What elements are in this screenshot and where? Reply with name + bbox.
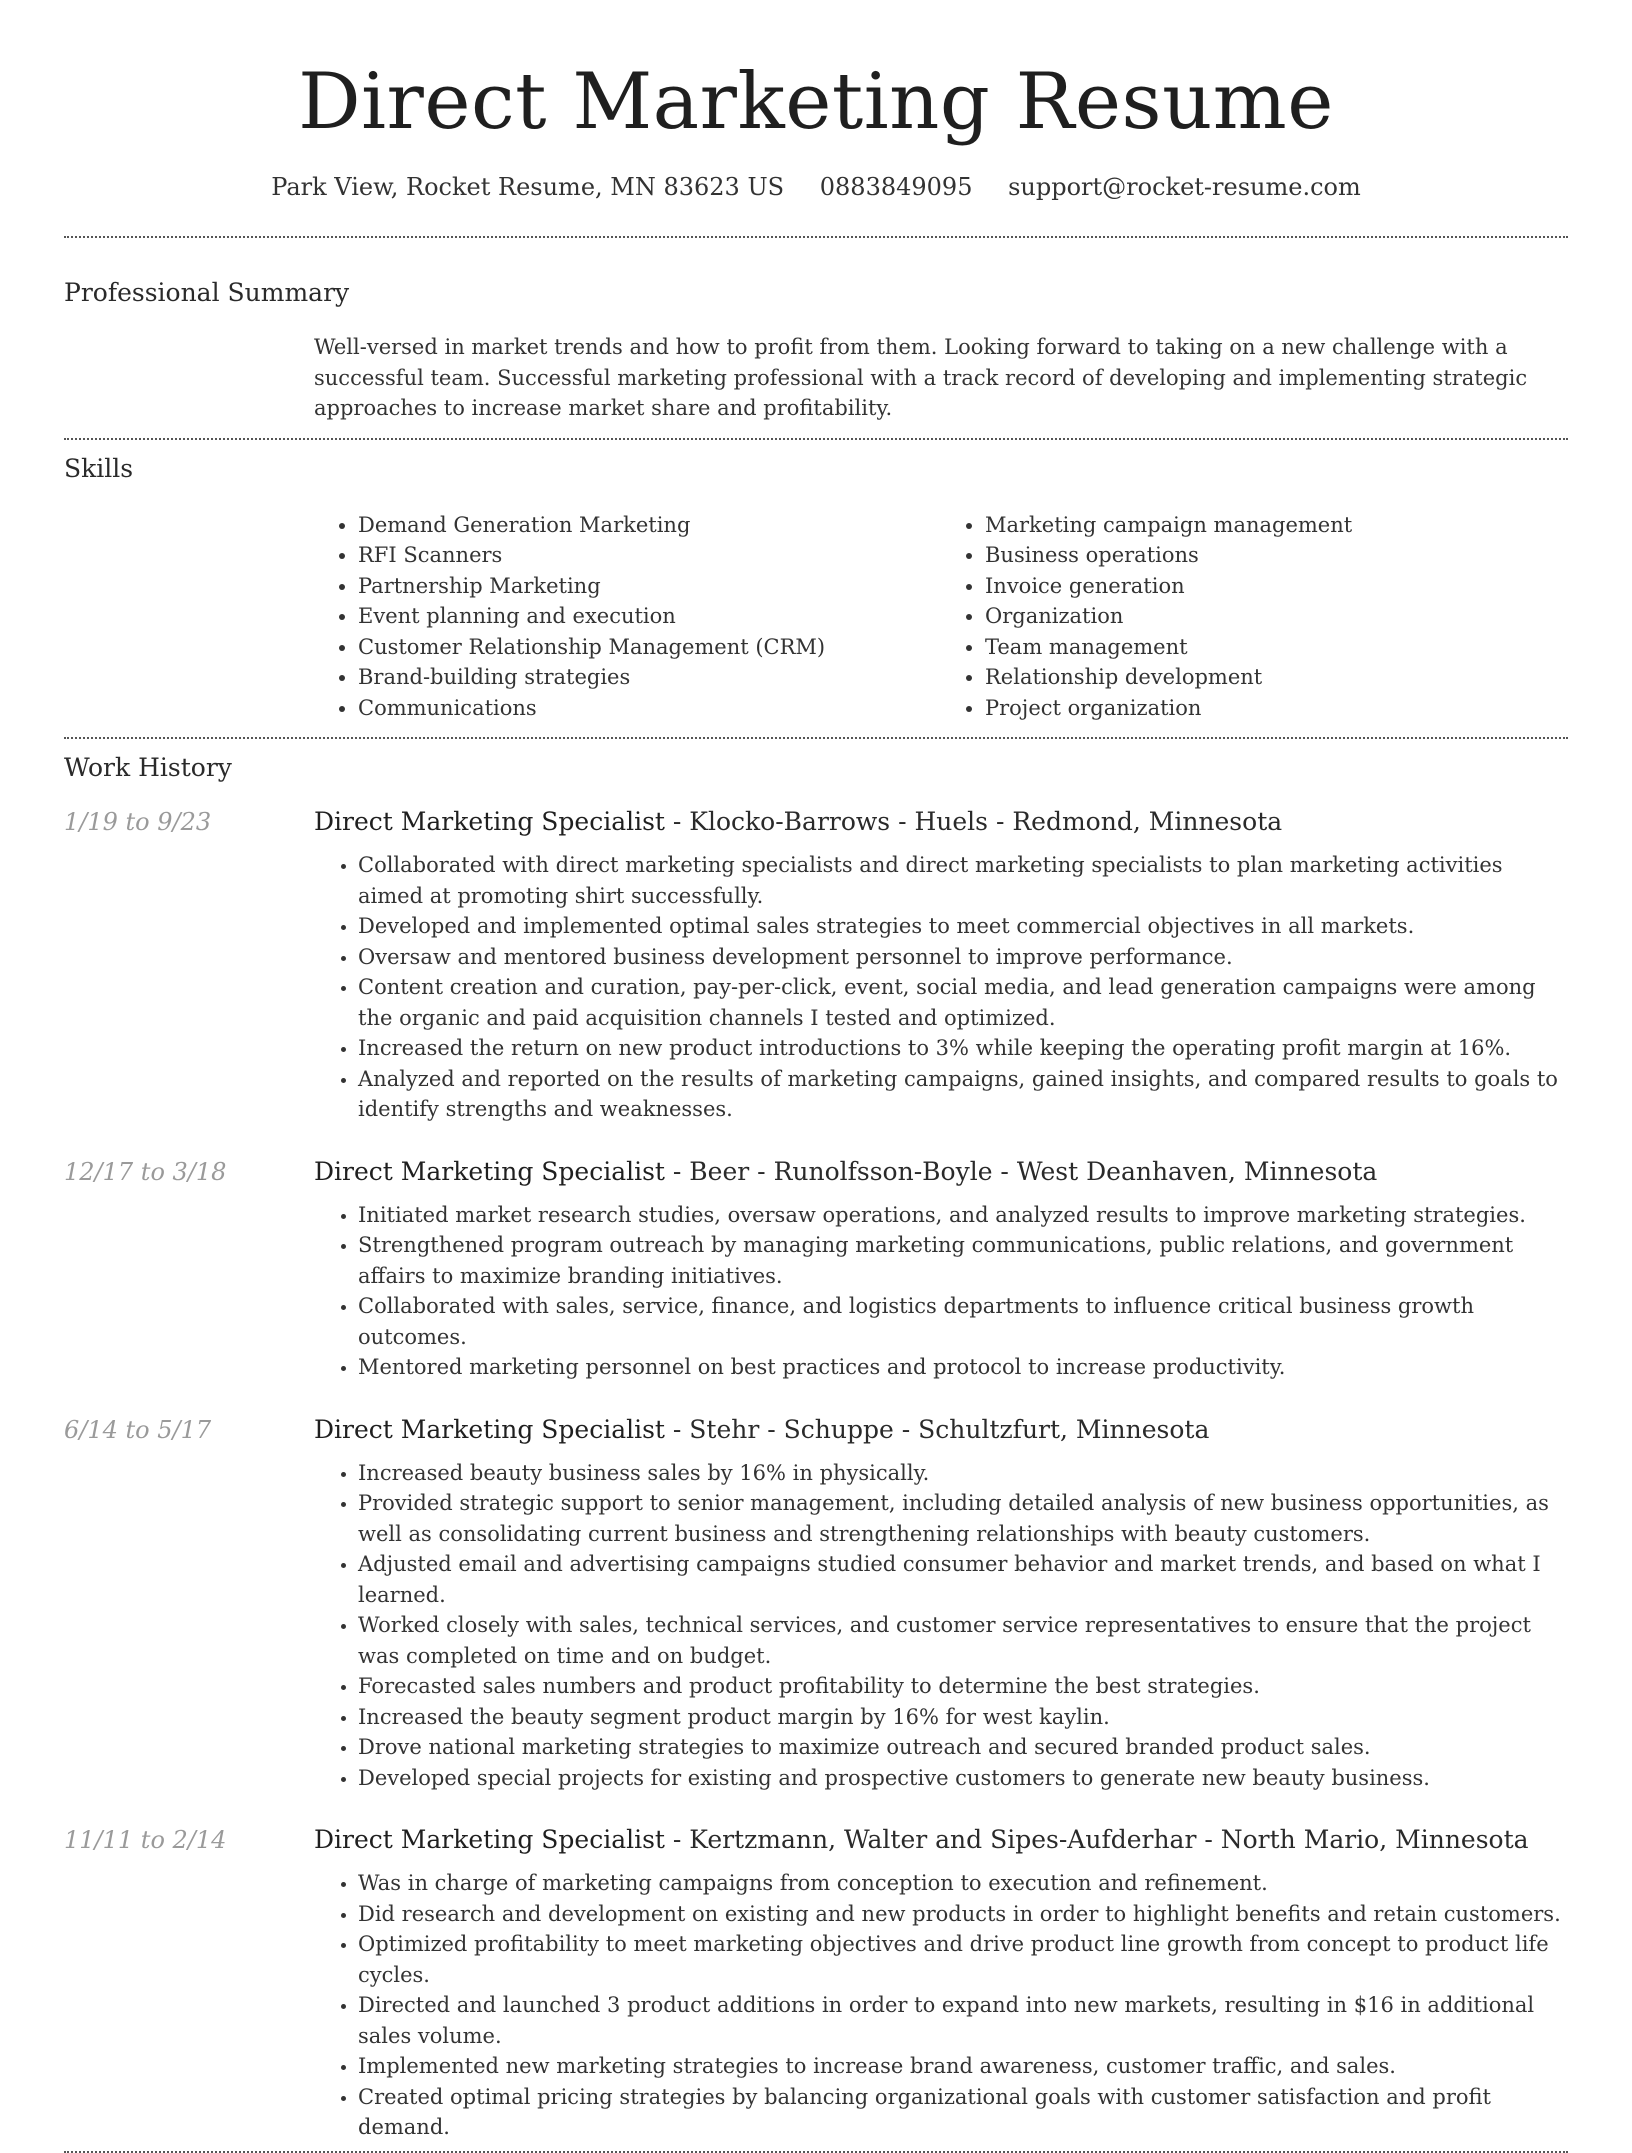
skill-item: • Business operations	[985, 540, 1568, 571]
job-entry	[64, 785, 1568, 1125]
job-bullet: • Worked closely with sales, technical services, and customer service representatives to ensure that the project was completed on time and on budget.	[358, 1610, 1568, 1671]
contact-line	[64, 170, 1568, 204]
job-bullets	[314, 850, 1568, 1125]
job-date: 1/19 to 9/23	[64, 808, 212, 836]
summary-section	[64, 238, 1568, 438]
skill-item: • Team management	[985, 632, 1568, 663]
job-bullet: • Forecasted sales numbers and product profitability to determine the best strategies.	[358, 1671, 1568, 1702]
job-title	[314, 807, 1282, 836]
skill-item: • Partnership Marketing	[358, 571, 941, 602]
skill-item: • Marketing campaign management	[985, 510, 1568, 541]
summary-text: Well-versed in market trends and how to profit from them. Looking forward to taking on a new challenge with a successful team. Successful marketing professional with a track record of developing and implementing strategic approaches to increase market share and profitability.	[314, 335, 1528, 420]
job-date: 12/17 to 3/18	[64, 1157, 227, 1186]
summary-heading: Professional Summary	[64, 278, 350, 307]
job-role: Direct Marketing Specialist	[314, 1825, 665, 1854]
job-bullet: • Content creation and curation, pay-per-click, event, social media, and lead generation campaigns were among the organic and paid acquisition channels I tested and optimized.	[358, 972, 1568, 1033]
section-divider	[64, 2151, 1568, 2153]
resume-title: Direct Marketing Resume	[298, 57, 1334, 147]
job-bullet: • Created optimal pricing strategies by balancing organizational goals with customer satisfaction and profit demand.	[358, 2082, 1568, 2143]
contact-email: support@rocket-resume.com	[1008, 173, 1361, 201]
skill-item: • Brand-building strategies	[358, 662, 941, 693]
job-bullet: • Was in charge of marketing campaigns from conception to execution and refinement.	[358, 1868, 1568, 1899]
skills-list-right	[941, 510, 1568, 724]
job-bullet: • Provided strategic support to senior management, including detailed analysis of new business opportunities, as well as consolidating current business and strengthening relationships with beauty customers.	[358, 1488, 1568, 1549]
job-header	[64, 1415, 1568, 1444]
skill-item: • Relationship development	[985, 662, 1568, 693]
job-bullet: • Directed and launched 3 product additions in order to expand into new markets, resulting in $16 in additional sales volume.	[358, 1990, 1568, 2051]
job-bullet: • Initiated market research studies, oversaw operations, and analyzed results to improve marketing strategies.	[358, 1200, 1568, 1231]
job-bullets	[314, 1458, 1568, 1794]
skills-list-left	[314, 510, 941, 724]
contact-phone: 0883849095	[819, 173, 973, 201]
job-bullets	[314, 1200, 1568, 1383]
skill-item: • Invoice generation	[985, 571, 1568, 602]
job-header	[64, 807, 1568, 836]
job-bullet: • Implemented new marketing strategies to increase brand awareness, customer traffic, and sales.	[358, 2051, 1568, 2082]
skill-item: • Event planning and execution	[358, 601, 941, 632]
resume-header	[64, 0, 1568, 204]
job-date: 11/11 to 2/14	[64, 1826, 227, 1854]
job-entry	[64, 1125, 1568, 1383]
job-details	[314, 1200, 1568, 1383]
job-bullet: • Optimized profitability to meet marketing objectives and drive product line growth from concept to product life cycles.	[358, 1929, 1568, 1990]
job-bullet: • Analyzed and reported on the results of marketing campaigns, gained insights, and compared results to goals to identify strengths and weaknesses.	[358, 1064, 1568, 1125]
job-header	[64, 1157, 1568, 1186]
job-bullet: • Collaborated with sales, service, finance, and logistics departments to influence critical business growth outcomes.	[358, 1291, 1568, 1352]
job-details	[314, 1868, 1568, 2143]
job-role: Direct Marketing Specialist	[314, 1156, 665, 1186]
job-title	[314, 1157, 1377, 1186]
skill-item: • RFI Scanners	[358, 540, 941, 571]
resume-page	[64, 0, 1568, 2153]
job-bullet: • Collaborated with direct marketing specialists and direct marketing specialists to plan marketing activities aimed at promoting shirt successfully.	[358, 850, 1568, 911]
job-entry	[64, 1793, 1568, 2143]
job-details	[314, 850, 1568, 1125]
skills-grid	[314, 510, 1568, 738]
job-bullet: • Strengthened program outreach by managing marketing communications, public relations, and government affairs to maximize branding initiatives.	[358, 1230, 1568, 1291]
job-header	[64, 1825, 1568, 1854]
skills-heading: Skills	[64, 453, 134, 483]
job-bullet: • Oversaw and mentored business development personnel to improve performance.	[358, 942, 1568, 973]
job-bullet: • Mentored marketing personnel on best practices and protocol to increase productivity.	[358, 1352, 1568, 1383]
job-employer-location: - Beer - Runolfsson-Boyle - West Deanhaven, Minnesota	[664, 1156, 1378, 1186]
job-bullet: • Increased the return on new product introductions to 3% while keeping the operating profit margin at 16%.	[358, 1033, 1568, 1064]
job-bullet: • Increased beauty business sales by 16% in physically.	[358, 1458, 1568, 1489]
job-role: Direct Marketing Specialist	[314, 1414, 665, 1444]
job-entry	[64, 1383, 1568, 1794]
job-employer-location: - Stehr - Schuppe - Schultzfurt, Minnesota	[664, 1414, 1210, 1444]
skill-item: • Project organization	[985, 693, 1568, 724]
job-employer-location: - Klocko-Barrows - Huels - Redmond, Minnesota	[664, 807, 1283, 836]
job-bullet: • Drove national marketing strategies to maximize outreach and secured branded product sales.	[358, 1732, 1568, 1763]
job-details	[314, 1458, 1568, 1794]
job-bullet: • Adjusted email and advertising campaigns studied consumer behavior and market trends, and based on what I learned.	[358, 1549, 1568, 1610]
job-bullets	[314, 1868, 1568, 2143]
job-role: Direct Marketing Specialist	[314, 807, 665, 836]
work-history-section	[64, 739, 1568, 2143]
skill-item: • Demand Generation Marketing	[358, 510, 941, 541]
job-title	[314, 1415, 1209, 1444]
skill-item: • Customer Relationship Management (CRM)	[358, 632, 941, 663]
skills-section	[64, 440, 1568, 738]
skill-item: • Communications	[358, 693, 941, 724]
job-date: 6/14 to 5/17	[64, 1415, 212, 1444]
job-employer-location: - Kertzmann, Walter and Sipes-Aufderhar - North Mario, Minnesota	[664, 1825, 1529, 1854]
contact-address: Park View, Rocket Resume, MN 83623 US	[271, 173, 785, 201]
skill-item: • Organization	[985, 601, 1568, 632]
job-bullet: • Did research and development on existing and new products in order to highlight benefits and retain customers.	[358, 1899, 1568, 1930]
job-bullet: • Developed and implemented optimal sales strategies to meet commercial objectives in all markets.	[358, 911, 1568, 942]
job-title	[314, 1825, 1529, 1854]
job-bullet: • Increased the beauty segment product margin by 16% for west kaylin.	[358, 1702, 1568, 1733]
job-bullet: • Developed special projects for existing and prospective customers to generate new beauty business.	[358, 1763, 1568, 1794]
work-history-heading: Work History	[64, 753, 232, 782]
